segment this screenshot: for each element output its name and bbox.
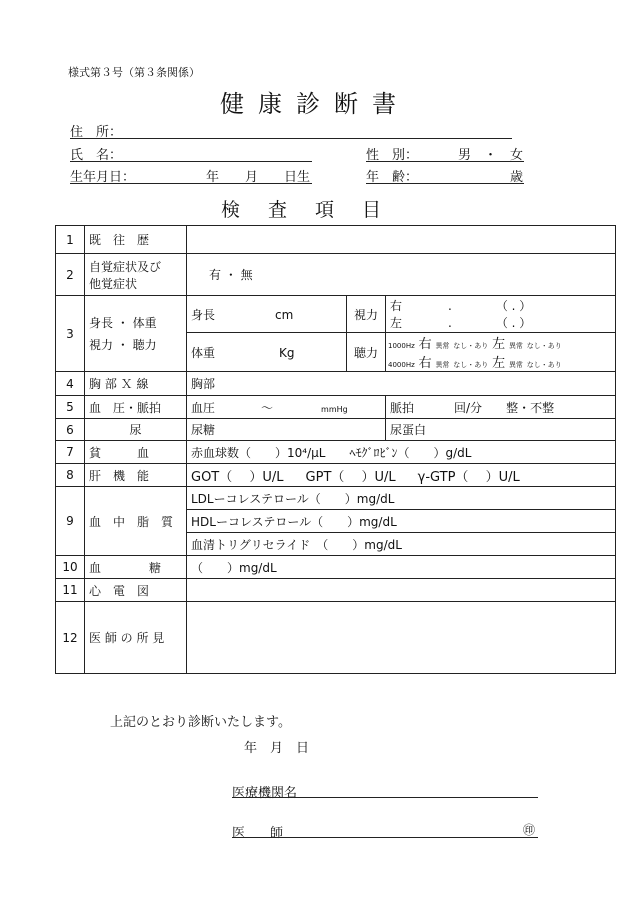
institution-label: 医療機関名 (232, 786, 298, 801)
row-number: 2 (56, 254, 85, 296)
blood-pressure-cell[interactable]: 血圧 ～ mmHg (187, 396, 386, 419)
row-item-label: 胸 部 Ｘ 線 (85, 372, 187, 396)
chest-xray-value[interactable]: 胸部 (187, 372, 616, 396)
sex-options: 男 ・ 女 (458, 148, 524, 163)
weight-cell[interactable]: 体重 Kg (187, 333, 347, 372)
anemia-cell[interactable]: 赤血球数（ ）10⁴/μL ﾍﾓｸﾞﾛﾋﾞﾝ（ ）g/dL (187, 441, 616, 464)
row-number: 12 (56, 602, 85, 674)
row-item-label: 既 往 歴 (85, 226, 187, 254)
row-blood-sugar (56, 556, 616, 579)
birthdate-fields: 年 月 日生 (206, 170, 311, 185)
name-label: 氏 名： (70, 148, 123, 163)
row-liver-function (56, 464, 616, 487)
address-label: 住 所： (70, 125, 123, 140)
liver-function-cell[interactable]: GOT（ ）U/L GPT（ ）U/L γ-GTP（ ）U/L (187, 464, 616, 487)
birthdate-label: 生年月日： (70, 170, 136, 185)
address-underline (70, 138, 512, 139)
ecg-value[interactable] (187, 579, 616, 602)
exam-items-heading: 検査項目 (220, 199, 409, 221)
doctor-findings-value[interactable] (187, 602, 616, 674)
row-item-label: 心 電 図 (85, 579, 187, 602)
row-item-label: 肝 機 能 (85, 464, 187, 487)
name-underline (70, 161, 312, 162)
row-symptoms (56, 254, 616, 296)
hdl-cell[interactable]: HDLーコレステロール（ ）mg/dL (187, 510, 616, 533)
symptoms-value[interactable]: 有 ・ 無 (187, 254, 616, 296)
row-doctor-findings (56, 602, 616, 674)
age-unit: 歳 (510, 170, 524, 185)
row-number: 6 (56, 419, 85, 441)
urine-sugar-cell[interactable]: 尿糖 (187, 419, 386, 441)
doctor-label: 医 師 (232, 826, 290, 841)
birthdate-underline (70, 183, 312, 184)
vision-label: 視力 (347, 296, 386, 333)
ldl-cell[interactable]: LDLーコレステロール（ ）mg/dL (187, 487, 616, 510)
row-chest-xray (56, 372, 616, 396)
age-underline (366, 183, 524, 184)
row-body-measure-1 (56, 296, 616, 333)
seal-icon: ㊞ (523, 823, 536, 837)
institution-underline (232, 797, 538, 798)
row-number: 7 (56, 441, 85, 464)
row-item-label: 血 圧・脈拍 (85, 396, 187, 419)
diagnosis-date: 年 月 日 (244, 741, 310, 756)
row-blood-pressure (56, 396, 616, 419)
row-number: 3 (56, 296, 85, 372)
row-item-label: 尿 (85, 419, 187, 441)
row-item-label: 身長 ・ 体重 視力 ・ 聴力 (85, 296, 187, 372)
row-number: 10 (56, 556, 85, 579)
sex-underline (366, 161, 524, 162)
row-item-label: 医 師 の 所 見 (85, 602, 187, 674)
row-lipids-ldl (56, 487, 616, 510)
age-label: 年 齢： (366, 170, 419, 185)
urine-protein-cell[interactable]: 尿蛋白 (386, 419, 616, 441)
history-value[interactable] (187, 226, 616, 254)
row-item-label: 血 中 脂 質 (85, 487, 187, 556)
row-anemia (56, 441, 616, 464)
row-number: 5 (56, 396, 85, 419)
form-number: 様式第３号（第３条関係） (68, 66, 200, 79)
row-history (56, 226, 616, 254)
row-number: 11 (56, 579, 85, 602)
row-ecg (56, 579, 616, 602)
row-item-label: 自覚症状及び 他覚症状 (85, 254, 187, 296)
hearing-cell[interactable]: 1000Hz 右 異常 なし・あり 左 異常 なし・あり 4000Hz 右 異常 なし・あり 左 異常 なし・あり (386, 333, 616, 372)
exam-table (55, 225, 616, 674)
vision-cell[interactable]: 右 . （ . ） 左 . （ . ） (386, 296, 616, 333)
doctor-underline (232, 837, 538, 838)
sex-label: 性 別： (366, 148, 419, 163)
row-number: 8 (56, 464, 85, 487)
row-item-label: 血 糖 (85, 556, 187, 579)
row-item-label: 貧 血 (85, 441, 187, 464)
triglyceride-cell[interactable]: 血清トリグリセライド （ ）mg/dL (187, 533, 616, 556)
document-title: 健康診断書 (220, 90, 410, 118)
hearing-label: 聴力 (347, 333, 386, 372)
row-number: 4 (56, 372, 85, 396)
height-cell[interactable]: 身長 cm (187, 296, 347, 333)
pulse-cell[interactable]: 脈拍 回/分 整・不整 (386, 396, 616, 419)
diagnosis-statement: 上記のとおり診断いたします。 (110, 715, 291, 730)
row-number: 9 (56, 487, 85, 556)
row-number: 1 (56, 226, 85, 254)
row-urine (56, 419, 616, 441)
blood-sugar-cell[interactable]: （ ）mg/dL (187, 556, 616, 579)
